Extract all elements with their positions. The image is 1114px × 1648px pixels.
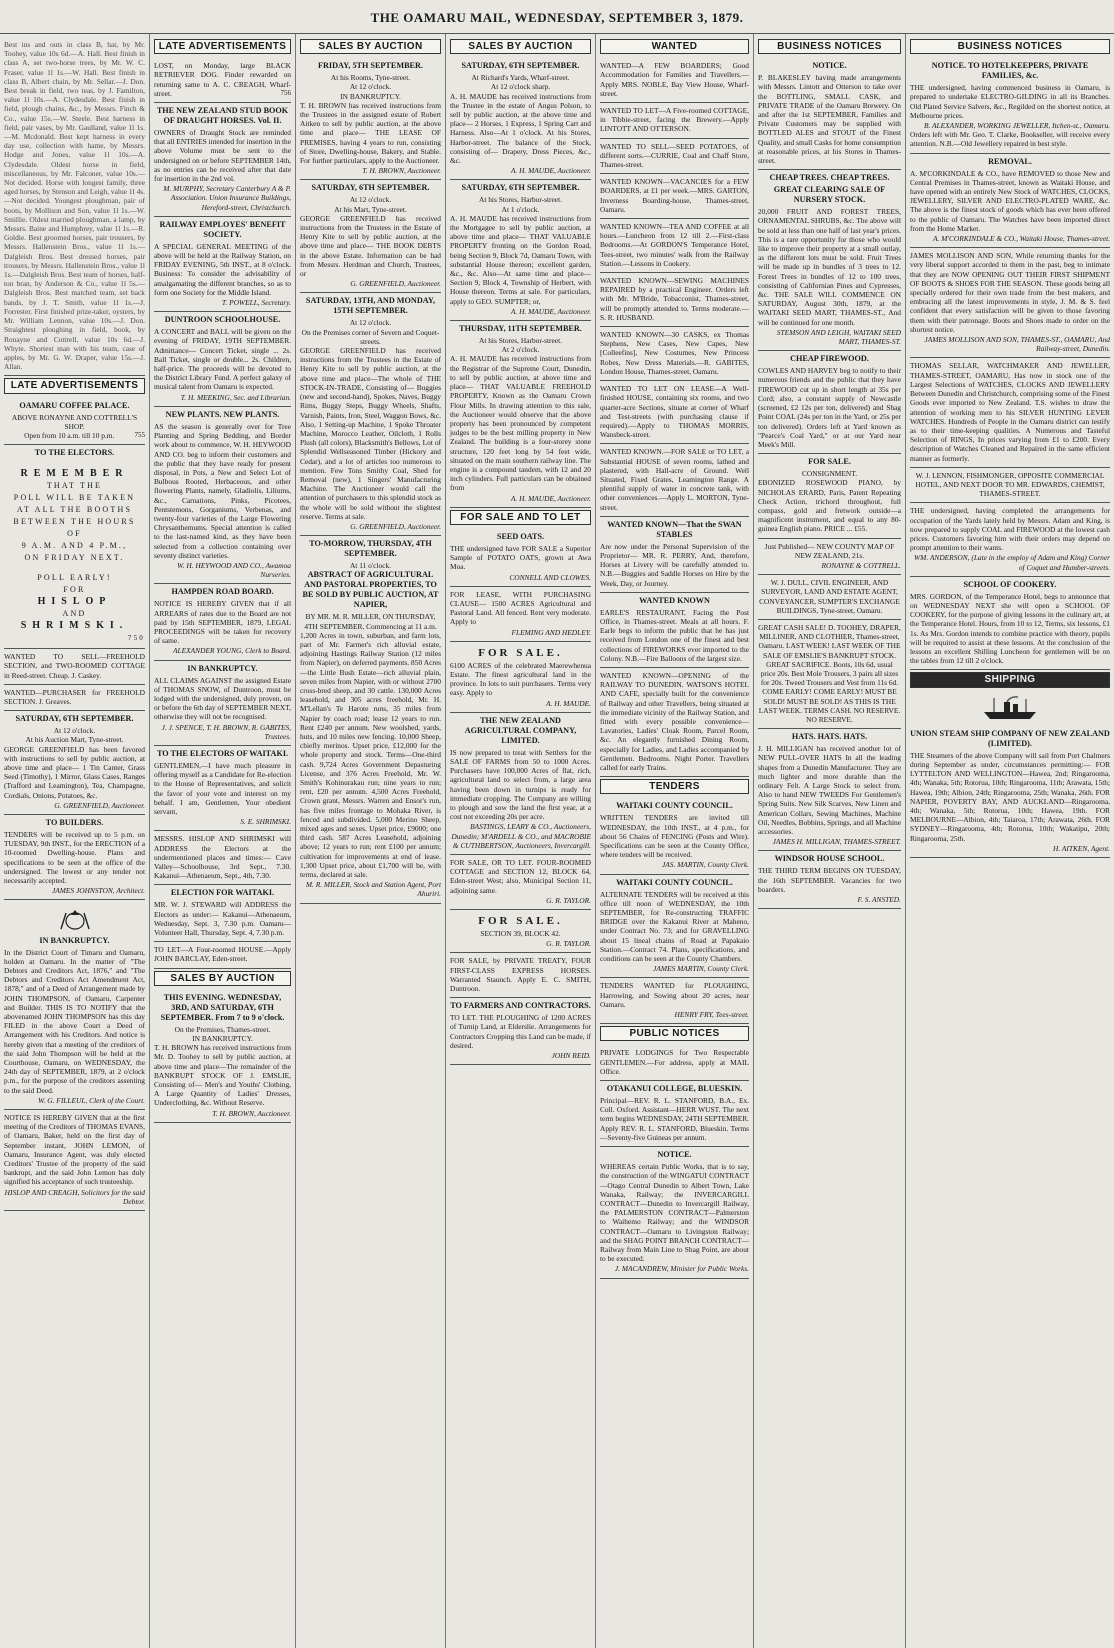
- ad-plants-sig: W. H. HEYWOOD AND CO., Awamoa Nurseries.: [177, 560, 291, 580]
- ad-sig: CONNELL AND CLOWES.: [509, 572, 591, 582]
- ad-snow-title: IN BANKRUPTCY.: [187, 663, 258, 673]
- ad-body: 20,000 FRUIT AND FOREST TREES, ORNAMENTAL SHRUBS, &c. The above will be sold at less than one half of last year's prices. This is a rare opportunity for those who would like to improve their property at a small outlay, as the different lots must be sold. Fruit Trees will be made up in bundles of 3 trees to 12. Forest Trees in bundles of 12 to 100 trees, consisting of Californian Pines and Cypresses, &c. THE SALE WILL COMMENCE ON SATURDAY, August 30th, 1879, at the WAITAKI SEED MART, THAMES-ST., And will be continued for one month.: [758, 207, 901, 327]
- ad-alexander: [910, 58, 1110, 153]
- ad-plants-body: AS the season is generally over for Tree Planting and Spring Bedding, and Border work about to commence, W. H. HEYWOOD AND CO. beg to inform their customers and the public that they have ready for present disposal, in Pots, a New and Select Lot of Bulbous Rooted, Herbaceous, and other flowering Plants, namely, Gladiolis, Liliums, &c., Carnations, Pinks, Picotees, Pentstemons, Gorganiums, Verbenas, and twenty-four varieties of the Large Flowering Chrysanthemums. Special attention is called to the last-named kind, as they have been selected from a collection containing over seventy distinct varieties.: [154, 421, 291, 560]
- ad-time: At 12 o'clock.: [349, 318, 392, 328]
- ad-place: At his Stores, Harbor-street.: [479, 336, 562, 346]
- ad-duntroon-sig: T. H. MEEKING, Sec. and Librarian.: [180, 392, 291, 402]
- ad-polson-sale: [450, 58, 591, 180]
- ad-body: Just Published— NEW COUNTY MAP OF NEW ZEALAND, 21s.: [764, 541, 895, 560]
- ad-bankruptcy-2-body: NOTICE IS HEREBY GIVEN that at the first meeting of the Creditors of THOMAS EVANS, of Oamaru, Baker, held on the first day of September instant, JOHN LEMON, of Oamaru, Insurance Agent, was duly elected Creditors' Trustee of the property of the said bankrupt, and the said John Lemon has duly signified his acceptance of such trusteeship.: [4, 1113, 145, 1187]
- ad-waitaki-sig: S. E. SHRIMSKI.: [240, 817, 291, 827]
- remember-line: ON FRIDAY NEXT.: [24, 553, 125, 563]
- ad-wanted: WANTED TO LET ON LEASE—A Well-finished HOUSE, containing six rooms, and two quarter-acre Sections, situate at corner of Wharf and Test-streets (with purchasing clause if required).—Apply to THOMAS MORRIS, Wansbeck-street.: [600, 381, 749, 444]
- remember-heading: REMEMBER: [20, 468, 129, 480]
- ad-hislop-shrimski: MESSRS. HISLOP AND SHRIMSKI will ADDRESS the Electors at the undermentioned places and times:— Cave Valley—Schoolhouse, 3rd Sept., 7.30. Kakanui—Athenaeum, Sept., 4th, 7.30.: [154, 831, 291, 885]
- masthead: [0, 0, 1114, 34]
- section-header-wanted: WANTED: [600, 39, 749, 54]
- ad-title: HATS. HATS. HATS.: [791, 732, 868, 742]
- ad-election-title: ELECTION FOR WAITAKI.: [170, 888, 275, 898]
- ad-body: A. H. MAUDE has received instructions from the Mortgagee to sell by public auction, at above time and place— THAT VALUABLE PROPERTY fronting on the Gordon Road, being Section 9, Block 7d, Oamaru Town, with substantial House thereon; excellent garden, &c., &c. Also—At same time and place— Section 9, Block 4, Township of Herbert, with House thereon. Terms at sale. For particulars, apply to GEO. SUMPTER; or,: [450, 213, 591, 306]
- ad-sig: JAMES MOLLISON AND SON, THAMES-ST., OAMARU, And Railway-street, Dunedin.: [924, 335, 1110, 354]
- ad-title: WANTED KNOWN—That the SWAN STABLES: [607, 519, 742, 539]
- ad-waitaki-body: GENTLEMEN,—I have much pleasure in offering myself as a Candidate for Re-election to the House of Representatives, and solicit the favor of your vote and interest on my behalf. I am, Gentlemen, Your obedient servant,: [154, 760, 291, 816]
- ad-body: GEORGE GREENFIELD has received instructions from the Trustees in the Estate of Henry Kite to sell by public auction, at the above time and place— THE BOOK DEBTS in the above Estate. Information can be had from Messrs. Herdman and Church, Trustees, or: [300, 213, 441, 279]
- ad-place: At Richard's Yards, Wharf-street.: [471, 73, 570, 83]
- section-header-late-ads: LATE ADVERTISEMENTS: [4, 378, 145, 393]
- column-5: [596, 34, 754, 1648]
- ad-time: At 2 o'clock.: [501, 345, 540, 355]
- ad-greenfield-body: GEORGE GREENFIELD has been favored with instructions to sell by public auction, at above time and place— 1 Tin Canter, Grass Seed (Timothy), 1 Mirror, Glass Cases, Ranges (Trafford and Leamington), Tea, Champagne, Cordials, Onions, Potatoes, &c.: [4, 744, 145, 800]
- column-3: [296, 34, 446, 1648]
- column-1: [0, 34, 150, 1648]
- ad-body: TENDERS WANTED for PLOUGHING, Harrowing, and Sowing about 20 acres, near Oamaru.: [600, 981, 749, 1009]
- ad-date: FRIDAY, 5TH SEPTEMBER.: [318, 61, 423, 71]
- ad-builders-body: TENDERS will be received up to 5 p.m. on TUESDAY, 9th INST., for the ERECTION of a 10-roomed Dwelling-house. Plans and specifications to be seen at the office of the undersigned. The lowest or any tender not necessarily accepted.: [4, 829, 145, 885]
- ad-title: FOR SALE.: [808, 457, 851, 467]
- ad-body: T. H. BROWN has received instructions from the Trustees in the assigned estate of Robert Aitken to sell by public auction, at the above time and place— THE LEASE OF PREMISES, having 4 years to run, consisting of Store, Dwelling-house, Bakery, and Stable. For further particulars, apply to the Auctioneer.: [300, 100, 441, 166]
- ad-builders: [4, 815, 145, 900]
- ad-sig: T. H. BROWN, Auctioneer.: [362, 166, 441, 176]
- ad-kite-stock: [300, 293, 441, 536]
- ad-removal: [910, 154, 1110, 249]
- ad-gordon-road: [450, 180, 591, 321]
- ad-railway: [154, 217, 291, 312]
- ad-greenfield-time: At 12 o'clock.: [53, 726, 96, 736]
- ad-title: GREAT CLEARING SALE OF NURSERY STOCK.: [773, 185, 886, 205]
- remember-block: [4, 468, 145, 644]
- ad-body: J. H. MILLIGAN has received another lot of NEW PULL-OVER HATS In all the leading shapes from a Dunedin Manufacturer. They are much lighter and more durable than the ordinary Felt. A Large Stock to select from. Also to hand NEW TWEEDS For Gentlemen's Spring Suits. New Silk Scarves, New Linen and American Collars, Sewing Machines, Machine Oil, Needles, Bobbins, Springs, and all Machine accessories.: [758, 744, 901, 837]
- ad-sig: JAMES H. MILLIGAN, THAMES-STREET.: [772, 837, 901, 847]
- ad-sig: JAS. MARTIN, County Clerk.: [661, 860, 749, 870]
- ad-aitken-lease: [300, 58, 441, 180]
- ad-flour-mills: [450, 321, 591, 508]
- ad-body: MRS. GORDON, of the Temperance Hotel, begs to announce that on WEDNESDAY NEXT she will open a SCHOOL OF COOKERY, for the purpose of giving lessons in the culinary art, at the Temperance Hotel. Hours, from 10 to 12, Terms, six lessons, £1 1s. As Mrs. Gordon intends to combine practice with theory, pupils will be required to assist at these lessons. At the conclusion of the lessons an excellent Shilling Luncheon for gentlemen will be on the tables from 12 till 2 o'clock.: [910, 591, 1110, 666]
- ad-greenfield-place: At his Auction Mart, Tyne-street.: [25, 735, 124, 745]
- ad-blakesley: [758, 58, 901, 170]
- ad-place: At his Rooms, Tyne-street.: [330, 73, 411, 83]
- ad-snow-bankruptcy: [154, 661, 291, 746]
- column-2: [150, 34, 296, 1648]
- ad-date: SATURDAY, 6TH SEPTEMBER.: [461, 183, 580, 193]
- column-6: [754, 34, 906, 1648]
- ad-wanted: WANTED KNOWN—VACANCIES for a FEW BOARDERS, at £1 per week.—MRS. GARTON, Inverness Boarding-house, Thames-street, Oamaru.: [600, 174, 749, 219]
- ad-hampden-body: NOTICE IS HEREBY GIVEN that if all ARREARS of rates due to the Board are not paid by 15th SEPTEMBER, 1879, LEGAL PROCEEDINGS will be taken for recovery of same.: [154, 599, 291, 646]
- section-header-for-sale: FOR SALE AND TO LET: [450, 510, 591, 525]
- ad-body-2: Orders left with Mr. Geo. T. Clarke, Bookseller, will receive every attention. N.B.—Old Jewellery repaired in best style.: [910, 130, 1110, 149]
- ad-waitaki-electors: [154, 746, 291, 831]
- ad-coffee-hours: Open from 10 a.m. till 10 p.m. 755: [24, 430, 145, 440]
- ad-body: IS now prepared to treat with Settlers for the SALE OF FARMS from 50 to 1000 Acres. Purchasers have 100,000 Acres of flat, rich, agricultural land to select from, a large area having been down in turnips is ready for immediate cropping. The Company are willing to plough and sow the land the first year, at a cost not exceeding 20s per acre.: [450, 747, 591, 822]
- section-header-shipping: SHIPPING: [910, 672, 1110, 687]
- ad-railway-body: A SPECIAL GENERAL MEETING of the above will be held at the Railway Station, on FRIDAY EVENING, 5th INST., at 8 o'clock. Business: To consider the advisability of amalgamating the different branches, so as to form one Society for the Middle Island.: [154, 241, 291, 297]
- ad-emslie-place: On the Premises, Thames-street.: [174, 1024, 271, 1034]
- ad-to-let-house: TO LET—A Four-roomed HOUSE.—Apply JOHN BARCLAY, Eden-street.: [154, 942, 291, 968]
- ad-sig: A. H. MAUDE.: [546, 698, 591, 708]
- ad-builders-title: TO BUILDERS.: [45, 817, 104, 827]
- ad-body: Are now under the Personal Supervision of the Proprietor— MR. R. PERRY, And, therefore, Horses at Livery will be carefully attended to. N.B.—Buggies and Saddle Horses on Hire by the Week, Day, or Journey.: [600, 541, 749, 588]
- section-header-tenders: TENDERS: [600, 779, 749, 794]
- ad-railway-title: RAILWAY EMPLOYES' BENEFIT SOCIETY.: [159, 219, 286, 239]
- ad-sig: J. MACANDREW, Minister for Public Works.: [614, 1264, 749, 1274]
- ad-time: At 1 o'clock.: [501, 204, 540, 214]
- ad-time: At 12 o'clock.: [349, 82, 392, 92]
- ad-body: EARLE'S RESTAURANT, Facing the Post Office, in Thames-street. Meals at all hours. F. Earle begs to inform the public that he has just received from London one of the finest and best collections of FIREWORKS ever imported to the Colony. N.B.—Fire Balloons of the largest size.: [600, 607, 749, 663]
- ad-express-horses: FOR SALE, by PRIVATE TREATY, FOUR FIRST-CLASS EXPRESS HORSES. Warranted Staunch. Apply E. C. SMITH, Duntroon.: [450, 953, 591, 998]
- ad-bankruptcy-body: In the District Court of Timaru and Oamaru, holden at Oamaru. In the matter of "The Debtors and Creditors Act, 1876," and "The Debtors and Creditors Act Amendment Act, 1878," and of a Deed of Arrangement made by JOHN THOMPSON, of Oamaru, Carpenter and Builder. THIS IS TO NOTIFY that the abovenamed JOHN THOMPSON has this day FILED in the above Court a Deed of Arrangement with his Creditors. And notice is hereby given that a meeting of the creditors of the said John Thompson will be held at the Courthouse, Oamaru, on WEDNESDAY, the 24th day of SEPTEMBER, 1879, at 2 o'clock p.m., for the purpose of the creditors assenting to the said Deed.: [4, 947, 145, 1095]
- ad-body: COWLES AND HARVEY beg to notify to their numerous friends and the public that they have FIREWOOD cut up in short length at 35s per Cord; also, a constant supply of Newcastle (screened, £2 12s per ton, delivered) and Shag Point COAL (24s per ton in the Yard, or 25s per ton delivered). Orders left at Yard known as "Pearce's Coal Yard," or at our Yard near Meek's Mill.: [758, 366, 901, 449]
- ad-sig: G. GREENFIELD, Auctioneer.: [350, 279, 441, 289]
- ad-sig: A. H. MAUDE, Auctioneer.: [510, 306, 591, 316]
- ad-title: SCHOOL OF COOKERY.: [963, 579, 1057, 589]
- ad-emslie-title: THIS EVENING. WEDNESDAY, 3RD, AND SATURDAY, 6TH SEPTEMBER. From 7 to 9 o'clock.: [160, 992, 285, 1022]
- ad-emslie-bank: IN BANKRUPTCY.: [192, 1034, 253, 1044]
- ad-body: THE THIRD TERM BEGINS ON TUESDAY, the 16th SEPTEMBER. Vacancies for two boarders.: [758, 866, 901, 894]
- ad-election-body: MR. W. J. STEWARD will ADDRESS the Electors as under:— Kakanui—Athenaeum, Wednesday, Sept. 3, 7.30 p.m. Oamaru—Volunteer Hall, Thursday, Sept. 4, 7.30 p.m.: [154, 900, 291, 938]
- ad-body: A. M'CORKINDALE & CO., have REMOVED to those New and Central Premises in Thames-street, known as Waitaki House, and have opened with an entirely New Stock of WATCHES, CLOCKS, JEWELLERY, SILVER AND ELECTRO-PLATED WARE, &c. The above is the finest stock of goods which has ever been offered to the public of Oamaru. The Watches have been imported direct from the Home Market.: [910, 168, 1110, 233]
- ad-sig: A. H. MAUDE, Auctioneer.: [510, 166, 591, 176]
- ad-body: EBONIZED ROSEWOOD PIANO, by NICHOLAS ERARD, Paris, Patent Repeating Check Action, trichord throughout, full compass, gold and fretwork outside—a magnificent instrument, and equal to any 80-guinea English piano. PRICE ... £55.: [758, 478, 901, 534]
- masthead-title: THE OAMARU MAIL, WEDNESDAY, SEPTEMBER 3, 1879.: [370, 10, 744, 25]
- ad-anderson-coal: [910, 503, 1110, 576]
- ad-body: Principal—REV. R. L. STANFORD, B.A., Ex. Coll. Oxford. Assistant—HERR WUST. The next term begins WEDNESDAY, 24TH SEPTEMBER. Apply REV. R. L. STANFORD, Blueskin. Terms—Seventy-five Guineas per annum.: [600, 1096, 749, 1142]
- section-header-business: BUSINESS NOTICES: [910, 39, 1110, 54]
- ad-date: SATURDAY, 6TH SEPTEMBER.: [311, 183, 430, 193]
- ad-body: JAMES MOLLISON AND SON, While returning thanks for the very liberal support accorded to them in the past, beg to intimate that they are NOW OPENING OUT THEIR FIRST SHIPMENT OF BOOTS & SHOES FOR THE SEASON. These goods being all specially ordered for their own trade from the best makers, and embracing all the latest improvements in style, J. M. & S. feel confident that every satisfaction will be given to those favoring them with their patronage. Boots and Shoes made to order on the shortest notice.: [910, 251, 1110, 334]
- ad-bankruptcy-sig: W. G. FILLEUL, Clerk of the Court.: [38, 1095, 145, 1105]
- ad-cookery-school: [910, 577, 1110, 671]
- ad-contractors: [450, 998, 591, 1065]
- ad-sig: RONAYNE & COTTRELL.: [821, 560, 901, 570]
- ad-coffee-title: OAMARU COFFEE PALACE.: [19, 400, 130, 410]
- ad-wanted: WANTED—A FEW BOARDERS; Good Accommodation for Families and Travellers.—Apply MRS. NOBLE, Bay View House, Wharf-street.: [600, 58, 749, 103]
- ad-title: WAITAKI COUNTY COUNCIL.: [616, 877, 733, 887]
- ad-sig: STEMSON AND LEIGH, WAITAKI SEED MART, THAMES-ST.: [776, 327, 901, 347]
- ad-time: At 11 o'clock.: [349, 561, 392, 571]
- ad-wanted: WANTED KNOWN—TEA AND COFFEE at all hours.—Luncheon from 12 till 2.—First-class Bedrooms.—At GORDON'S Temperance Hotel, Tees-street, two minutes' walk from the Railway Station.—Lessons in Cookery.: [600, 219, 749, 273]
- ad-stud-sig: M. MURPHY, Secretary Canterbury A & P. Association. Union Insurance Buildings, Hereford-street, Christchurch.: [163, 184, 291, 212]
- ad-sig: M. R. MILLER, Stock and Station Agent, Port Ahuriri.: [305, 880, 441, 899]
- ad-sig: F. S. ANSTED.: [857, 895, 901, 905]
- ad-place: On the Premises corner of Severn and Coquet-streets.: [301, 327, 440, 346]
- ad-consignment: CONSIGNMENT.: [801, 469, 858, 479]
- ad-title: NOTICE.: [657, 1150, 692, 1160]
- ad-tender-fencing: [600, 798, 749, 874]
- ad-title: TO FARMERS AND CONTRACTORS.: [450, 1001, 591, 1011]
- ad-sig: A. H. MAUDE, Auctioneer.: [510, 493, 591, 503]
- ad-emslie-sig: T. H. BROWN, Auctioneer.: [212, 1108, 291, 1118]
- remember-line: POLL WILL BE TAKEN: [13, 493, 136, 503]
- ad-wanted: WANTED KNOWN.—FOR SALE or TO LET, a Substantial HOUSE of seven rooms, lathed and plastered, with Hall-acre of Ground. Well Situated, Fixed Grates, Leamington Range. A plentiful supply of water in concrete tank, with other conveniences.—Apply L. MORTON, Tyne-street.: [600, 444, 749, 516]
- ad-greenfield-date: SATURDAY, 6TH SEPTEMBER.: [15, 714, 134, 724]
- ad-seed-oats: [450, 529, 591, 587]
- remember-line: 9 A.M. AND 4 P.M.,: [21, 541, 128, 551]
- ad-place: At his Stores, Harbor-street.: [479, 195, 562, 205]
- ad-duntroon-title: DUNTROON SCHOOLHOUSE.: [164, 315, 281, 325]
- ad-napier-properties: [300, 536, 441, 904]
- ad-bankruptcy-title: IN BANKRUPTCY.: [39, 935, 110, 945]
- ad-body: GEORGE GREENFIELD has received instructions from the Trustees in the Estate of Henry Kite to sell by public auction, at the above time and place—The whole of THE STOCK-IN-TRADE, Consisting of— Buggies (new and second-hand), Spokes, Naves, Buggy Rims, Buggy Steps, Buggy Wheels, Shafts, Varnish, Paints, Iron, Steel, Waggon Bows, &c. Also, 1 Setting-up Machine, 1 Spoke Throater Machine, Morocco Leather, Oilcloth, 1 Rolls Plush (all colors), Blacksmith's Bellows, Lot of Splendid Wellseasoned Timber (Hickory and Cedar), and a lot of articles too numerous to mention. Few Tons Smithy Coal, Shed for Removal (new), 1 Singers' Manufacturing Machine. The Auctioneer would call the attention of purchasers to this splendid stock as the whole will be sold without the slightest reserve. Terms at sale.: [300, 346, 441, 521]
- poll-early: POLL EARLY!: [37, 573, 112, 583]
- ad-piano: [758, 454, 901, 538]
- ad-duntroon-body: A CONCERT and BALL will be given on the evening of FRIDAY, 19TH SEPTEMBER. Admittance— Concert Ticket, single ... 2s. Ball Ticket, single or double... 2s. Children, half-price. The proceeds will be devoted to the District Library Fund. A perfect galaxy of musical talent from Oamaru is expected.: [154, 327, 291, 392]
- ad-date: TO-MORROW, THURSDAY, 4TH SEPTEMBER.: [309, 539, 432, 559]
- ad-sig: BASTINGS, LEARY & CO., Auctioneers, Dunedin; M'ARDELL & CO., and MACROBIE & CUTHBERTSON, Auctioneers, Invercargill.: [451, 822, 591, 850]
- ad-time: At 12 o'clock sharp.: [490, 82, 551, 92]
- ad-sig: G. GREENFIELD, Auctioneer.: [350, 521, 441, 531]
- ad-wanted: WANTED TO LET—A Five-roomed COTTAGE, in Tibbie-street, facing the Brewery.—Apply LINTOTT AND OTTERSON.: [600, 103, 749, 139]
- column-7: [906, 34, 1114, 1648]
- ad-bankruptcy-2: [4, 1110, 145, 1211]
- ad-title: UNION STEAM SHIP COMPANY OF NEW ZEALAND (LIMITED).: [910, 728, 1110, 748]
- ad-agricultural-company: [450, 713, 591, 855]
- remember-line: AT ALL THE BOOTHS: [16, 505, 133, 515]
- ad-emslie-body: T. H. BROWN has received instructions from Mr. D. Toohey to sell by public auction, at above time and place—The remainder of the BANKRUPT STOCK OF J. EMSLIE, Consisting of— Men's and Youths' Clothing, A Large Quantity of Ladies' Dresses, Underclothing, &c. Without Reserve.: [154, 1043, 291, 1108]
- ad-bankruptcy-2-sig: HISLOP AND CREAGH, Solicitors for the said Debtor.: [4, 1187, 145, 1206]
- ad-sig: G. R. TAYLOR.: [546, 895, 591, 905]
- ad-cottage: [450, 855, 591, 910]
- ad-coffee-palace: [4, 398, 145, 446]
- ad-body: P. BLAKESLEY having made arrangements with Messrs. Lintott and Otterson to take over the BOTTLING, SMALL CASK, and PRIVATE TRADE of the Oamaru Brewery. On and after the 1st SEPTEMBER, Families and Private Customers may be supplied with BOTTLED ALES and STOUT of the Finest Quality, and small Casks for home consumption at reasonable prices, at his Stores in Thames-street.: [758, 73, 901, 166]
- column-4: [446, 34, 596, 1648]
- ad-title: SEED OATS.: [496, 531, 545, 541]
- ad-lodgings: PRIVATE LODGINGS for Two Respectable GENTLEMEN.—For address, apply at MAIL Office.: [600, 1045, 749, 1081]
- show-results: Best ins and outs in class B, hat, by Mr. Toohey, value 10s 6d.—A. Hall. Best finish in class A, set two-horse trees, by Mr. W. C. Fraser, value 1l 1s.—W. Hall. Best finish in class B, Albert chain, by Mr. Sellar.—J. Don. Best break in field, two teas, by J. Familton, value 1l 10s.—A. Clydesdale. Best finish in field, plough chains, &c., by Messrs. Finch & Co., value 15s.—W. Steele. Best harness in field, pair vases, by Mr. Gaulland, value 1l 1s.—M. Mcdonald. Best kept harness in every day use, collection with hame, by Messrs. Hodge and Jones, value 1l 10s.—A. Clydesdale. Oldest horse in field, miscellaneous, by Mr. Falconer, value 10s.—Not decided. Horse with longest family, three aged horses, by Stenson and Leigh, value 1l 4s.—Not decided. Youngest ploughman, pair of boots, by Mollison and Son, value 1l 1s.—W. Smillie. Oldest married ploughman, a lamp, by Messrs. Baine and Humphrey, value 1l 1s.—R. Goldie. Best groomed horses, pair trousers, by Messrs. Hallenstein Bros., value 1l 1s.—Dalgleish Bros. Best dressed horses, pair trousers, by Messrs. Hallenstein Bros., value 1l 1s.—Dalgleish Bros. Best team of horses, half-ton bran, by Anderson & Co., value 1l 5s.—Dalgleish Bros. Best matched team, set back bands, by J. T. Smith, value 1l 1s.—J. Forrester. First finished prize-taker, oysters, by Mr. William Lennon, value 10s.—J. Don. Straightest ploughing in field, book, by Ronayne and Cottrell, value 10s 6d.—J. Whyte. Shortest man with his team, case of apples, by Mr. G. W. Draper, value 15s.—J. Allan.: [4, 37, 145, 376]
- ad-time: At 12 o'clock.: [349, 195, 392, 205]
- ad-body: THE undersigned, having commenced business in Oamaru, is prepared to undertake ELECTRO-GILDING in all its Branches. Old Plated Service Salvers, &c., Regilded on the shortest notice, at Melbourne prices.: [910, 83, 1110, 120]
- ad-lost-dog: LOST, on Monday, large BLACK RETRIEVER DOG. Finder rewarded on returning same to A. C. CREAGH, Wharf-street. 756: [154, 58, 291, 103]
- ad-body: TO LET. THE PLOUGHING of 1200 ACRES of Turnip Land, at Elderslie. Arrangements for Contractors Cropping this Land can be made, if desired.: [450, 1013, 591, 1050]
- ad-tender-ploughing: [600, 978, 749, 1024]
- ad-milligan-hats: [758, 729, 901, 851]
- ad-sig: JAMES MARTIN, County Clerk.: [653, 964, 749, 974]
- ad-body: WRITTEN TENDERS are invited till WEDNESDAY, the 10th INST., at 4 p.m., for about 56 Chains of FENCING (Posts and Wire). Specifications can be seen at the County Office, where tenders will be received.: [600, 813, 749, 860]
- ad-watsons-hotel: WANTED KNOWN—OPENING of the RAILWAY TO DUNEDIN. WATSON'S HOTEL AND CAFE, specially built for the convenience of Railway and other Travellers, being situated at the immediate vicinity of the Railway Station, and fitted with every possible convenience—Lavatories, Ladies' Cloak Room, Parcel Room, &c. An elegantly furnished Dining Room, especially for Ladies, and Ladies accompanied by Gentlemen. Bedrooms. Night Porter. Travellers called for early Trains.: [600, 668, 749, 777]
- ad-date: SATURDAY, 13TH, AND MONDAY, 15TH SEPTEMBER.: [305, 296, 436, 316]
- ad-mollison: [910, 248, 1110, 358]
- ad-wanted: WANTED TO SELL—SEED POTATOES, of different sorts.—CURRIE, Coal and Chaff Store, Thames-street.: [600, 139, 749, 175]
- remember-line: THAT THE: [46, 481, 103, 491]
- ad-body: SECTION 39, BLOCK 42.: [480, 929, 561, 939]
- ad-number: 756: [280, 88, 291, 97]
- ad-title: WANTED KNOWN: [639, 595, 710, 605]
- ad-title: FOR SALE.: [478, 915, 563, 928]
- ad-title: WAITAKI COUNTY COUNCIL.: [616, 801, 733, 811]
- ad-kite-debts: [300, 180, 441, 293]
- ad-title: OTAKANUI COLLEGE, BLUESKIN.: [606, 1084, 743, 1094]
- ad-title: THE NEW ZEALAND AGRICULTURAL COMPANY, LIMITED.: [464, 715, 577, 745]
- ad-body: THE Steamers of the above Company will sail from Port Chalmers during September as under, circumstances permitting:— FOR LYTTELTON AND WELLINGTON—Hawea, 2nd; Ringarooma, 4th; Wanaka, 5th; Rotorua, 10th; Ringarooma, 11th; Arawata, 15th; Hawea, 19th; Albion, 24th; Ringarooma, 25th; Wanaka, 26th. FOR NAPIER, POVERTY BAY, AND AUCKLAND—Ringarooma, 4th; Wanaka, 5th; Rotorua, 10th; Hawea, 19th. FOR MELBOURNE—Albion, 4th; Taiaroa, 17th; Arawata, 26th. FOR SYDNEY—Ringarooma, 4th; Rotorua, 10th; Wakatipu, 20th; Ringarooma, 25th.: [910, 750, 1110, 843]
- section-header-business: BUSINESS NOTICES: [758, 39, 901, 54]
- ad-swan-stables: [600, 517, 749, 593]
- ad-wanted: WANTED KNOWN—SEWING MACHINES REPAIRED by a practical Engineer. Orders left with Mr. M'Bride, Tobacconist, Thames-street, will be promptly attended to. Terms moderate.—S. R. HUSBAND.: [600, 273, 749, 327]
- ad-body: 1,200 Acres in town, suburban, and farm lots, part of Mr. Farmer's rich alluvial estate, adjoining Hastings Railway Station (12 miles from Napier), on deferred payments. 850 Acres—the Little Bush Estate—rich alluvial plain, seven miles from Napier, with or without 2700 cross-bred sheep, and 30 cattle. 130,000 Acres leasehold, and 305 acres freehold, Mr. H. M'Lellan's Te Harote runs, 35 miles from Napier by coach road; lease 12 years to run. Rent £240 per annum. New woolshed, yards, huts, and 10 miles new fencing. 10,000 Sheep, chiefly merinos. Upset price, £12,000 for the whole property and stock. Terms—One-third cash. 9,724 Acres Government Depasturing License, and 376 Acres Freehold, Mr. W. Smith's Kohinurakau run; nine years to run; rent, £20 per annum. 4,500 Acres Freehold, Crown grant, Messrs. Warren and Ensor's run, has five miles frontage to Mohaka River, is fenced and subdivided. 5,000 Merino Sheep, mixed ages and sexes. Upset price, £9000; one third cash. 587 Acres Leasehold, adjoining above; 12 years to run; rent £100 per annum; cultivation for improvements at end of lease. 1,300 Upset price, about £1,700 will be, with terms, declared at sale.: [300, 630, 441, 880]
- ad-earles-restaurant: [600, 593, 749, 668]
- ad-bank: IN BANKRUPTCY.: [340, 91, 401, 101]
- section-header-public-notices: PUBLIC NOTICES: [600, 1026, 749, 1041]
- ad-coffee-body: ABOVE RONAYNE AND COTTRELL'S SHOP.: [11, 412, 138, 431]
- section-header-sales: SALES BY AUCTION: [300, 39, 441, 54]
- ad-by: BY MR. M. R. MILLER, ON THURSDAY, 4TH SEPTEMBER, Commencing at 11 a.m.: [304, 612, 437, 631]
- ad-wanted: WANTED KNOWN—30 CASKS, ex Thomas Stephens, New Cases, New Capes, New [Colleefins], New Costumes, New Princess Robes, New Dress Materials.—R. GABITES, London House, Thames-street, Oamaru.: [600, 327, 749, 381]
- ad-bankruptcy: [4, 900, 145, 1110]
- ad-title: FOR SALE.: [478, 646, 563, 659]
- ad-cheap-trees: CHEAP TREES. CHEAP TREES.: [769, 173, 890, 183]
- section-header-late-ads: LATE ADVERTISEMENTS: [154, 39, 291, 54]
- ad-date: SATURDAY, 6TH SEPTEMBER.: [461, 61, 580, 71]
- poll-for: FOR: [63, 585, 86, 595]
- ad-new-plants: [154, 407, 291, 584]
- ad-sig: WM. ANDERSON, (Late in the employ of Adam and King) Corner of Coquet and Humber-streets.: [914, 553, 1110, 572]
- ad-stud-book: [154, 103, 291, 217]
- royal-arms-emblem: [4, 909, 145, 933]
- ad-hampden: [154, 584, 291, 660]
- ad-nursery: [758, 170, 901, 351]
- ad-snow-body: ALL CLAIMS AGAINST the assigned Estate of THOMAS SNOW, of Duntroon, must be lodged with the undersigned, duly proven, on or before the 6th day of SEPTEMBER NEXT, otherwise they will not be recognised.: [154, 675, 291, 722]
- ad-lease: [450, 587, 591, 642]
- ad-body: FOR LEASE, WITH PURCHASING CLAUSE— 1500 ACRES Agricultural and Pastoral Land. All fenced. Rent very moderate. Apply to: [450, 589, 591, 627]
- ad-sig: H. AITKEN, Agent.: [1052, 843, 1110, 853]
- ad-sig: HENRY FRY, Tees-street.: [674, 1010, 749, 1020]
- ad-body: ALTERNATE TENDERS will be received at this office till noon of WEDNESDAY, the 10th SEPTEMBER, for Re-constructing TRAFFIC BRIDGE over the Kakanui River at Maheno, under Contract No. 73; and for GRAVELLING about 15 lineal chains of Road at Papakaio Station.—Contract 74. Plans, specifications, and conditions can be seen at the County Chambers.: [600, 889, 749, 964]
- ad-body: THE undersigned, having completed the arrangements for occupation of the Yards lately held by Messrs. Adam and King, is now prepared to supply COAL and FIREWOOD at the lowest cash prices. Customers favoring him with their orders may depend on prompt attention to their wants.: [910, 506, 1110, 553]
- ad-dull-engineer: W. J. DULL, CIVIL ENGINEER, AND SURVEYOR, LAND AND ESTATE AGENT, CONVEYANCER, SUMPTER'S EXCHANGE BUILDINGS, Tyne-street, Oamaru.: [758, 575, 901, 620]
- ad-builders-sig: JAMES JOHNSTON, Architect.: [51, 886, 145, 896]
- ad-hampden-sig: ALEXANDER YOUNG, Clerk to Board.: [173, 646, 291, 656]
- ad-sell-freehold: WANTED TO SELL—FREEHOLD SECTION, and TWO-ROOMED COTTAGE in Reed-street. Cheap. J. Caskey.: [4, 649, 145, 685]
- ad-abstract: ABSTRACT OF AGRICULTURAL AND PASTORAL PROPERTIES, TO BE SOLD BY PUBLIC AUCTION, AT NAPIER,: [302, 570, 439, 610]
- remember-line: OF: [67, 529, 82, 539]
- ad-date: THURSDAY, 11TH SEPTEMBER.: [459, 324, 582, 334]
- ad-firewood: [758, 351, 901, 454]
- ad-electors: [4, 445, 145, 649]
- ad-sig: G. R. TAYLOR.: [546, 939, 591, 949]
- ad-hampden-title: HAMPDEN ROAD BOARD.: [171, 587, 274, 597]
- section-header-sales: SALES BY AUCTION: [450, 39, 591, 54]
- ad-title: WINDSOR HOUSE SCHOOL.: [774, 854, 885, 864]
- ad-union-steamship: [910, 726, 1110, 858]
- ad-body: THE undersigned have FOR SALE a Superior Sample of POTATO OATS, grown at Awa Moa.: [450, 543, 591, 572]
- ad-lennon-fishmonger: W. J. LENNON, FISHMONGER, OPPOSITE COMMERCIAL HOTEL, AND NEXT DOOR TO MR. EDWARDS, CHEMIST, THAMES-STREET.: [910, 468, 1110, 504]
- ad-waitaki-title: TO THE ELECTORS OF WAITAKI.: [156, 748, 289, 758]
- ad-title: REMOVAL.: [988, 156, 1032, 166]
- ad-body: WHEREAS certain Public Works, that is to say, the construction of the WINGATUI CONTRACT—Otago Central Dunedin to Albert Town, Lake Wanaka, Railway; the INVERCARGILL CONTRACT—Dunedin to Invercargill Railway, the PALMERSTON CONTRACT—Palmerston to Waihemo Railway; and the WINDSOR CONTRACT—Oamaru to Livingston Railway; and the SHAG POINT BRANCH CONTRACT—Railway from Main Line to Shag Point, are about to be executed.: [600, 1162, 749, 1264]
- ad-title: CHEAP FIREWOOD.: [790, 354, 869, 364]
- ad-plants-title: NEW PLANTS. NEW PLANTS.: [165, 409, 280, 419]
- ad-sig: A. M'CORKINDALE & CO., Waitaki House, Thames-street.: [933, 234, 1110, 244]
- ad-stud-body: OWNERS of Draught Stock are reminded that all ENTRIES intended for insertion in the above Volume must be sent to the undersigned on or before SEPTEMBER 14th, as no entries can be received after that date for insertion in the 2nd vol.: [154, 128, 291, 184]
- ad-snow-sig: J. J. SPENCE, T. H. BROWN, R. GABITES, Trustees.: [161, 722, 291, 741]
- ad-election: [154, 885, 291, 942]
- ad-railway-sig: T. POWELL, Secretary.: [221, 298, 291, 308]
- ad-number: 755: [134, 430, 145, 439]
- ad-sig: B. ALEXANDER, WORKING JEWELLER, Itchen-st., Oamaru.: [923, 121, 1110, 131]
- ad-duntroon: [154, 312, 291, 407]
- ad-section: [450, 910, 591, 953]
- ad-body: A. H. MAUDE has received instructions from the Registrar of the Supreme Court, Dunedin, to sell by public auction, at above time and place— THAT VALUABLE FREEHOLD PROPERTY, Known as the Oamaru Crown Flour Mills. In drawing attention to this sale, the Auctioneer would observe that the above property has been pronounced by competent judges to be the best milling property in New Zealand. The building is a four-storey stone structure, 120 feet long by 54 feet wide, situated on the main southern railway line. The engine is a compound tandem, with 12 and 20 inch cylinders. Full particulars can be obtained from: [450, 354, 591, 493]
- ad-maerewhenua: [450, 642, 591, 713]
- ad-greenfield-sig: G. GREENFIELD, Auctioneer.: [54, 800, 145, 810]
- ad-purchase-freehold: WANTED—PURCHASER for FREEHOLD SECTION. J. Greaves.: [4, 685, 145, 711]
- ad-emslie-sale: [154, 990, 291, 1123]
- poll-name-1: HISLOP: [37, 596, 112, 608]
- ad-sig: JOHN REID.: [551, 1051, 591, 1061]
- ad-title: NOTICE.: [812, 61, 847, 71]
- steamship-icon: [910, 694, 1110, 724]
- ad-tender-bridge: [600, 875, 749, 979]
- ad-sellar-watchmaker: THOMAS SELLAR, WATCHMAKER AND JEWELLER, THAMES-STREET, OAMARU, Has now in stock one of the Largest Selections of WATCHES, CLOCKS AND JEWELLERY Between Dunedin and Christchurch, comprising some of the Finest Goods ever imported to New Zealand. T.S. wishes to draw the attention of working men to his SILVER HUNTING LEVER WATCHES. Hundreds of People in the Oamaru district can testify as to their time-keeping qualities. A Numerous and Tasteful Selection of RINGS, In prices varying from £1 to £200. Every description of Watches Cleaned and Repaired in the same efficient manner as formerly.: [910, 358, 1110, 467]
- ad-body: A. H. MAUDE has received instructions from the Trustee in the estate of Angus Polson, to sell by public auction, at the above time and place— 2 Horses, 1 Express, 1 Spring Cart and Harness. Also—At 1 o'clock. At his Stores, Harbor-street. The balance of the Stock, consisting of— Drapery, Dress Pieces, &c., &c.: [450, 91, 591, 166]
- ad-windsor-school: [758, 851, 901, 909]
- ad-greenfield-sale: [4, 711, 145, 815]
- ad-electors-title: TO THE ELECTORS.: [34, 448, 115, 458]
- ad-sig: FLEMING AND HEDLEY.: [511, 627, 591, 637]
- ad-body: 6100 ACRES of the celebrated Maerewhenua Estate. The finest agricultural land in the province. In lots to suit purchasers. Terms very easy. Apply to: [450, 660, 591, 698]
- ad-public-works: [600, 1147, 749, 1278]
- ad-cash-sale: GREAT CASH SALE! D. TOOHEY, DRAPER, MILLINER, AND CLOTHIER, Thames-street, Oamaru. LAST WEEK! LAST WEEK OF THE SALE OF EMSLIE'S BANKRUPT STOCK. GREAT SACRIFICE. Boots, 10s 6d, usual price 20s. Best Mole Trousers, 3 pairs all sizes for 20s. Tweed Trousers and Vest from 11s 6d. COME EARLY! COME EARLY! MUST BE SOLD! MUST BE SOLD! AS THIS IS THE LAST WEEK. TERMS CASH. NO RESERVE. NO RESERVE.: [758, 620, 901, 729]
- ad-otakanui-college: [600, 1081, 749, 1147]
- ad-title: NOTICE. TO HOTELKEEPERS, PRIVATE FAMILIES, &c.: [931, 61, 1089, 81]
- ad-place: At his Mart, Tyne-street.: [334, 204, 407, 214]
- remember-line: BETWEEN THE HOURS: [13, 517, 136, 527]
- ad-county-map: [758, 539, 901, 576]
- ad-stud-title: THE NEW ZEALAND STUD BOOK OF DRAUGHT HORSES. Vol. II.: [156, 106, 289, 126]
- ad-number: 750: [127, 634, 145, 643]
- poll-name-2: SHRIMSKI.: [20, 620, 129, 632]
- section-header-sales: SALES BY AUCTION: [154, 971, 291, 986]
- ad-body: FOR SALE, OR TO LET. FOUR-ROOMED COTTAGE and SECTION 12, BLOCK 64, Eden-street West; also, Municipal Section 11, adjoining same.: [450, 858, 591, 895]
- poll-and: AND: [62, 609, 87, 619]
